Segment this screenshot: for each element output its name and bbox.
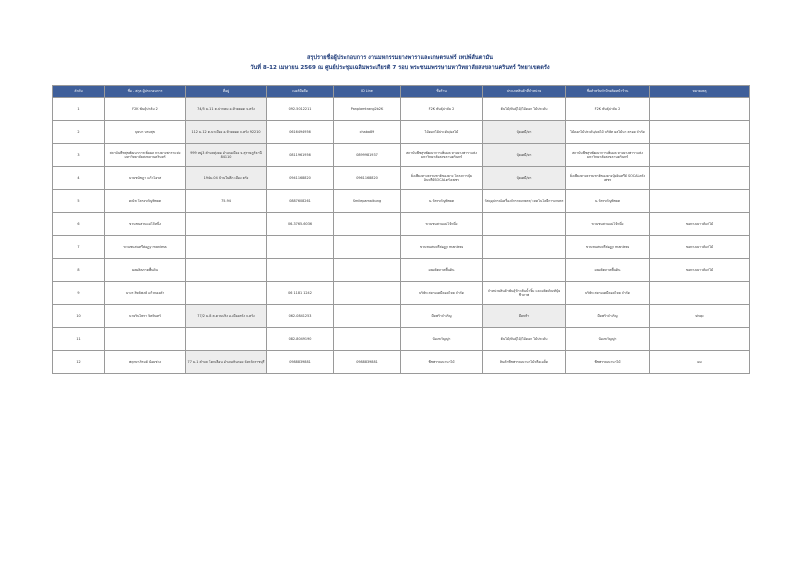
table-cell: 0811961956: [267, 144, 334, 167]
table-cell: น้องขวัญญ่า: [401, 328, 483, 351]
table-cell: น.วัตรขวัญพิชยต: [401, 190, 483, 213]
table-cell: ขอทางเยาวส์แก่ไม้: [650, 236, 750, 259]
table-cell: ขวนชนสวนแม่โจ้หนึ่ง: [401, 213, 483, 236]
table-cell: จำหน่ายสินค้าพันธุ์ข้าวต้นน้ำจิ้ม และผลิตภัณฑ์ปุ๋ยชีวภาพ: [483, 282, 566, 305]
table-cell: [267, 236, 334, 259]
table-cell: 0887608261: [267, 190, 334, 213]
table-cell: ขวนชนสนทรีต่อฏy manless: [566, 236, 650, 259]
table-cell: [650, 121, 750, 144]
table-cell: นายรินไพรา จิตทินทร์: [105, 305, 186, 328]
table-cell: 0988839881: [267, 351, 334, 374]
table-cell: ปุ๋ยเคมี/ยา: [483, 167, 566, 190]
table-cell: [334, 236, 401, 259]
table-cell: มีดพร้า: [483, 305, 566, 328]
table-cell: มีดพร้าจำเริญ: [401, 305, 483, 328]
table-cell: บริษัท สยามเคมีคอลไทย จำกัด: [401, 282, 483, 305]
table-row: [53, 167, 750, 190]
column-header: ID Line: [334, 86, 401, 98]
column-header: ชื่อสำหรับทำป้ายติดหน้าร้าน: [566, 86, 650, 98]
table-cell: ผลผลิตภาคพื้นดิน: [401, 259, 483, 282]
table-cell: 092-5012211: [267, 98, 334, 121]
table-cell: ไม้ดอกไม้ประดับ/ผลไม้: [401, 121, 483, 144]
table-cell: สถาบันพืชสุขพัฒนาการเพิ่มผล ทางยางพาราแห่ง มหาวิทยาลัยสงขลานครินทร์: [105, 144, 186, 167]
table-row: [53, 282, 750, 305]
table-cell: น.วัตรขวัญพิชยต: [566, 190, 650, 213]
table-cell: [650, 98, 750, 121]
table-cell: [334, 213, 401, 236]
table-cell: ต้นไม้/พันธุ์ไม้/ไม้ดอก ไม้ประดับ: [483, 98, 566, 121]
table-cell: [483, 236, 566, 259]
table-cell: ยิ่งเพียงทางธรรมชาติของยาง โครงการปุ๋ยอินทรีย์SOCALตรังเพชร: [401, 167, 483, 190]
table-cell: [334, 305, 401, 328]
column-header: ประเภทสินค้าที่จำหน่าย: [483, 86, 566, 98]
table-cell: F2K พันธุ์ปาล์ม 2: [566, 98, 650, 121]
table-row: [53, 144, 750, 167]
table-cell: [650, 190, 750, 213]
table-cell: 112 ม.12 ต.นาเมือง อ.ห้วยยอด จ.ตรัง 92210: [186, 121, 267, 144]
table-cell: [650, 144, 750, 167]
table-cell: [105, 328, 186, 351]
table-cell: 12: [53, 351, 105, 374]
table-cell: 77/2 ม.8 ต.ควนปริง อ.เมืองตรัง จ.ตรัง: [186, 305, 267, 328]
table-cell: [186, 236, 267, 259]
table-cell: ต้นไม้/พันธุ์ไม้/ไม้ดอก ไม้ประดับ: [483, 328, 566, 351]
table-cell: บริษัท สยามเคมีคอลไทย จำกัด: [566, 282, 650, 305]
table-cell: พฤกษาภิรมย์ น้อยช่วง: [105, 351, 186, 374]
table-cell: ขวนชนสวนแม่โจ้หนึ่ง: [105, 213, 186, 236]
table-cell: 9: [53, 282, 105, 305]
table-cell: 082-8049190: [267, 328, 334, 351]
table-cell: 194ม.04 บ้านในตึก เมือง ตรัง: [186, 167, 267, 190]
table-row: [53, 190, 750, 213]
table-cell: 1: [53, 98, 105, 121]
table-cell: ยิ่งเพียงทางธรรมชาติของยางปุ๋ยอินทรีย์ SOCALตรังเพชร: [566, 167, 650, 190]
table-cell: ขอทางเยาวส์แก่ไม้: [650, 213, 750, 236]
table-cell: 062-0841253: [267, 305, 334, 328]
table-row: [53, 328, 750, 351]
table-cell: F2K พันธุ์ปาล์ม 2: [105, 98, 186, 121]
table-cell: shop: [650, 305, 750, 328]
table-cell: [186, 213, 267, 236]
table-cell: ขวนชนสนทรีต่อฏy manless: [105, 236, 186, 259]
table-cell: ขอทางเยาวส์แก่ไม้: [650, 259, 750, 282]
table-cell: พืชพรรณนานาไม้: [566, 351, 650, 374]
vendor-table: [52, 85, 750, 374]
table-cell: 3: [53, 144, 105, 167]
table-cell: ขวนชนสนทรีต่อฏy manless: [401, 236, 483, 259]
table-cell: [334, 282, 401, 305]
table-cell: 7: [53, 236, 105, 259]
table-body: [53, 98, 750, 374]
table-cell: [650, 328, 750, 351]
table-row: [53, 236, 750, 259]
table-row: [53, 213, 750, 236]
table-cell: 11: [53, 328, 105, 351]
column-header: หมายเหตุ: [650, 86, 750, 98]
column-header: ชื่อ - สกุล ผู้ประกอบการ: [105, 86, 186, 98]
table-cell: 4: [53, 167, 105, 190]
table-cell: 77 ม.1 ตำบล โคกเลือน อำเภอหินกอง จังหวัดราชบุรี: [186, 351, 267, 374]
table-cell: ผลผลิตภาคพื้นดิน: [566, 259, 650, 282]
table-cell: chaba89: [334, 121, 401, 144]
table-cell: 8: [53, 259, 105, 282]
table-cell: ไม้ดอกไม้ประดับ/ผลไม้ บริษัท ผลไม้นา ตรอย จำกัด: [566, 121, 650, 144]
table-cell: [334, 328, 401, 351]
table-row: [53, 305, 750, 328]
table-cell: ปุ๋ยเคมี/ยา: [483, 121, 566, 144]
table-cell: [650, 282, 750, 305]
table-cell: สถาบันพืชสุขพัฒนาการเพิ่มผล ทางยางพาราแห่ง มหาวิทยาลัยสงขลานครินทร์: [566, 144, 650, 167]
table-cell: 2: [53, 121, 105, 144]
table-cell: ผลผลิตภาคพื้นดิน: [105, 259, 186, 282]
table-cell: 75-94: [186, 190, 267, 213]
table-cell: Smilepamaikung: [334, 190, 401, 213]
table-cell: F2K พันธุ์ปาล์ม 2: [401, 98, 483, 121]
table-row: [53, 98, 750, 121]
table-cell: Panplamtrang2b2K: [334, 98, 401, 121]
table-cell: [483, 213, 566, 236]
table-cell: [267, 259, 334, 282]
table-cell: [186, 282, 267, 305]
table-cell: นางร สิทธิพงษ์ แก้วทองคำ: [105, 282, 186, 305]
table-cell: ขวนชนสวนแม่โจ้หนึ่ง: [566, 213, 650, 236]
table-cell: 5: [53, 190, 105, 213]
table-cell: 0616494956: [267, 121, 334, 144]
table-cell: มีดพร้าจำเริญ: [566, 305, 650, 328]
table-row: [53, 351, 750, 374]
table-cell: สินค้าพืชพรรณนานาไม้หรือเมล็ด: [483, 351, 566, 374]
table-cell: 6: [53, 213, 105, 236]
table-cell: 74/5 ม.11 ต.ปากคม อ.ห้วยยอด จ.ตรัง: [186, 98, 267, 121]
table-cell: วัสดุอุปกรณ์เครื่องจักรกลเกษตร/ เทคโนโลยีการเกษตร: [483, 190, 566, 213]
table-cell: ผม: [650, 351, 750, 374]
table-cell: [334, 259, 401, 282]
table-cell: 06 1181 1242: [267, 282, 334, 305]
table-cell: 0899981937: [334, 144, 401, 167]
document-subtitle: วันที่ 8-12 เมษายน 2569 ณ ศูนย์ประชุมเฉลิมพระเกียรติ 7 รอบ พระชนมพรรษามหาวิทยาลัยสงขลานครินทร์ วิทยาเขตตรัง: [250, 65, 550, 71]
table-cell: สถาบันพืชสุขพัฒนาการเพิ่มผล ทางยางพาราแห่ง มหาวิทยาลัยสงขลานครินทร์: [401, 144, 483, 167]
table-cell: 999 หมู่3 ตำบลทุ่งยอ อำเภอเมือง จ.สุราษฎร์ธานี 84110: [186, 144, 267, 167]
table-cell: บุษบา บรมสุข: [105, 121, 186, 144]
table-cell: 0988839881: [334, 351, 401, 374]
document-title: สรุปรายชื่อผู้ประกอบการ งานมหกรรมยางพาราและเกษตรแฟร์ เทปพ์ส์นตามัน: [307, 55, 493, 61]
table-cell: [650, 167, 750, 190]
column-header: ลำดับ: [53, 86, 105, 98]
table-cell: ปุ๋ยเคมี/ยา: [483, 144, 566, 167]
table-cell: [186, 259, 267, 282]
table-row: [53, 259, 750, 282]
table-cell: [186, 328, 267, 351]
column-header: ที่อยู่: [186, 86, 267, 98]
column-header: ชื่อร้าน: [401, 86, 483, 98]
table-cell: 0961168820: [334, 167, 401, 190]
table-cell: 06-3765-6036: [267, 213, 334, 236]
table-cell: น้องขวัญญ่า: [566, 328, 650, 351]
table-header-row: [53, 86, 750, 98]
table-cell: 0941168820: [267, 167, 334, 190]
table-cell: คณัช โตรงขวัญพิชยต: [105, 190, 186, 213]
table-cell: พืชพรรณนานาไม้: [401, 351, 483, 374]
column-header: เบอร์มือถือ: [267, 86, 334, 98]
table-cell: 10: [53, 305, 105, 328]
table-cell: นายชนัชฎา แก้วโอรส: [105, 167, 186, 190]
table-row: [53, 121, 750, 144]
table-cell: [483, 259, 566, 282]
